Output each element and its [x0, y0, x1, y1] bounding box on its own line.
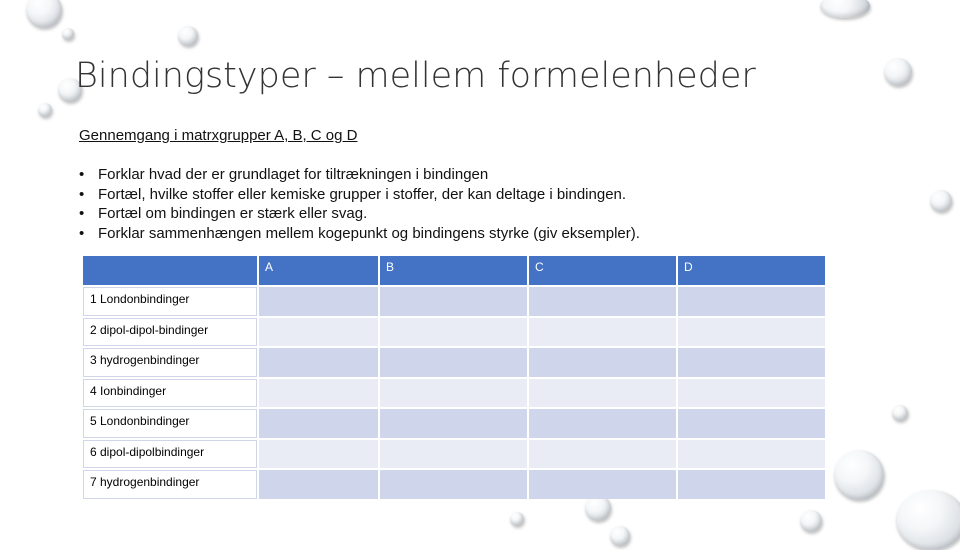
water-drop-decoration — [178, 26, 198, 46]
table-cell[interactable] — [259, 287, 378, 316]
table-cell[interactable] — [678, 287, 825, 316]
row-label: 1 Londonbindinger — [83, 287, 257, 316]
table-cell[interactable] — [380, 379, 527, 408]
water-drop-decoration — [62, 28, 74, 40]
bullet-item — [79, 204, 640, 224]
table-cell[interactable] — [259, 318, 378, 347]
water-drop-decoration — [892, 405, 908, 421]
table-header-row — [83, 256, 825, 285]
row-label: 4 Ionbindinger — [83, 379, 257, 408]
row-label: 6 dipol-dipolbindinger — [83, 440, 257, 469]
table-row — [83, 470, 825, 499]
table-row — [83, 409, 825, 438]
table-cell[interactable] — [529, 287, 676, 316]
table-cell[interactable] — [380, 287, 527, 316]
table-cell[interactable] — [678, 440, 825, 469]
table-cell[interactable] — [529, 348, 676, 377]
table-cell[interactable] — [529, 318, 676, 347]
slide-subtitle: Gennemgang i matrxgrupper A, B, C og D — [79, 127, 358, 144]
table-cell[interactable] — [678, 379, 825, 408]
table-row — [83, 348, 825, 377]
table-cell[interactable] — [678, 470, 825, 499]
water-drop-decoration — [896, 490, 960, 550]
bullet-text: Fortæl, hvilke stoffer eller kemiske grupper i stoffer, der kan deltage i bindingen. — [98, 185, 627, 203]
water-drop-decoration — [38, 103, 52, 117]
bullet-list — [79, 165, 640, 243]
row-label: 3 hydrogenbindinger — [83, 348, 257, 377]
table-cell[interactable] — [678, 348, 825, 377]
bullet-symbol: • — [79, 166, 85, 183]
bullet-symbol: • — [79, 185, 85, 203]
table-cell[interactable] — [259, 470, 378, 499]
table-cell[interactable] — [259, 440, 378, 469]
water-drop-decoration — [834, 450, 884, 500]
table-cell[interactable] — [380, 348, 527, 377]
table-cell[interactable] — [259, 409, 378, 438]
table-header-cell: D — [678, 256, 825, 285]
bullet-item — [79, 165, 640, 185]
row-label: 2 dipol-dipol-bindinger — [83, 318, 257, 347]
table-cell[interactable] — [678, 409, 825, 438]
slide-title: Bindingstyper – mellem formelenheder — [75, 56, 756, 96]
water-drop-decoration — [610, 526, 630, 546]
table-cell[interactable] — [380, 440, 527, 469]
bullet-symbol: • — [79, 224, 85, 242]
table-cell[interactable] — [380, 318, 527, 347]
bullet-symbol: • — [79, 205, 85, 222]
table-cell[interactable] — [259, 379, 378, 408]
table-header-cell: A — [259, 256, 378, 285]
table-cell[interactable] — [529, 409, 676, 438]
row-label: 5 Londonbindinger — [83, 409, 257, 438]
bullet-text: Forklar sammenhængen mellem kogepunkt og bindingens styrke (giv eksempler). — [98, 224, 640, 242]
bullet-text: Fortæl om bindingen er stærk eller svag. — [98, 205, 368, 222]
table-header-cell: B — [380, 256, 527, 285]
row-label: 7 hydrogenbindinger — [83, 470, 257, 499]
table-cell[interactable] — [529, 379, 676, 408]
table-row — [83, 379, 825, 408]
binding-table — [81, 254, 827, 501]
water-drop-decoration — [510, 512, 524, 526]
table-cell[interactable] — [529, 470, 676, 499]
table-cell[interactable] — [380, 409, 527, 438]
water-drop-decoration — [26, 0, 62, 28]
table-cell[interactable] — [259, 348, 378, 377]
water-drop-decoration — [930, 190, 952, 212]
table-row — [83, 318, 825, 347]
table-header-cell: C — [529, 256, 676, 285]
table-cell[interactable] — [380, 470, 527, 499]
water-drop-decoration — [820, 0, 870, 18]
water-drop-decoration — [800, 510, 822, 532]
water-drop-decoration — [884, 58, 912, 86]
table-cell[interactable] — [529, 440, 676, 469]
bullet-item — [79, 224, 640, 244]
table-header-cell — [83, 256, 257, 285]
table-cell[interactable] — [678, 318, 825, 347]
table-row — [83, 440, 825, 469]
bullet-item — [79, 185, 640, 205]
bullet-text: Forklar hvad der er grundlaget for tiltrækningen i bindingen — [98, 166, 489, 183]
table-row — [83, 287, 825, 316]
